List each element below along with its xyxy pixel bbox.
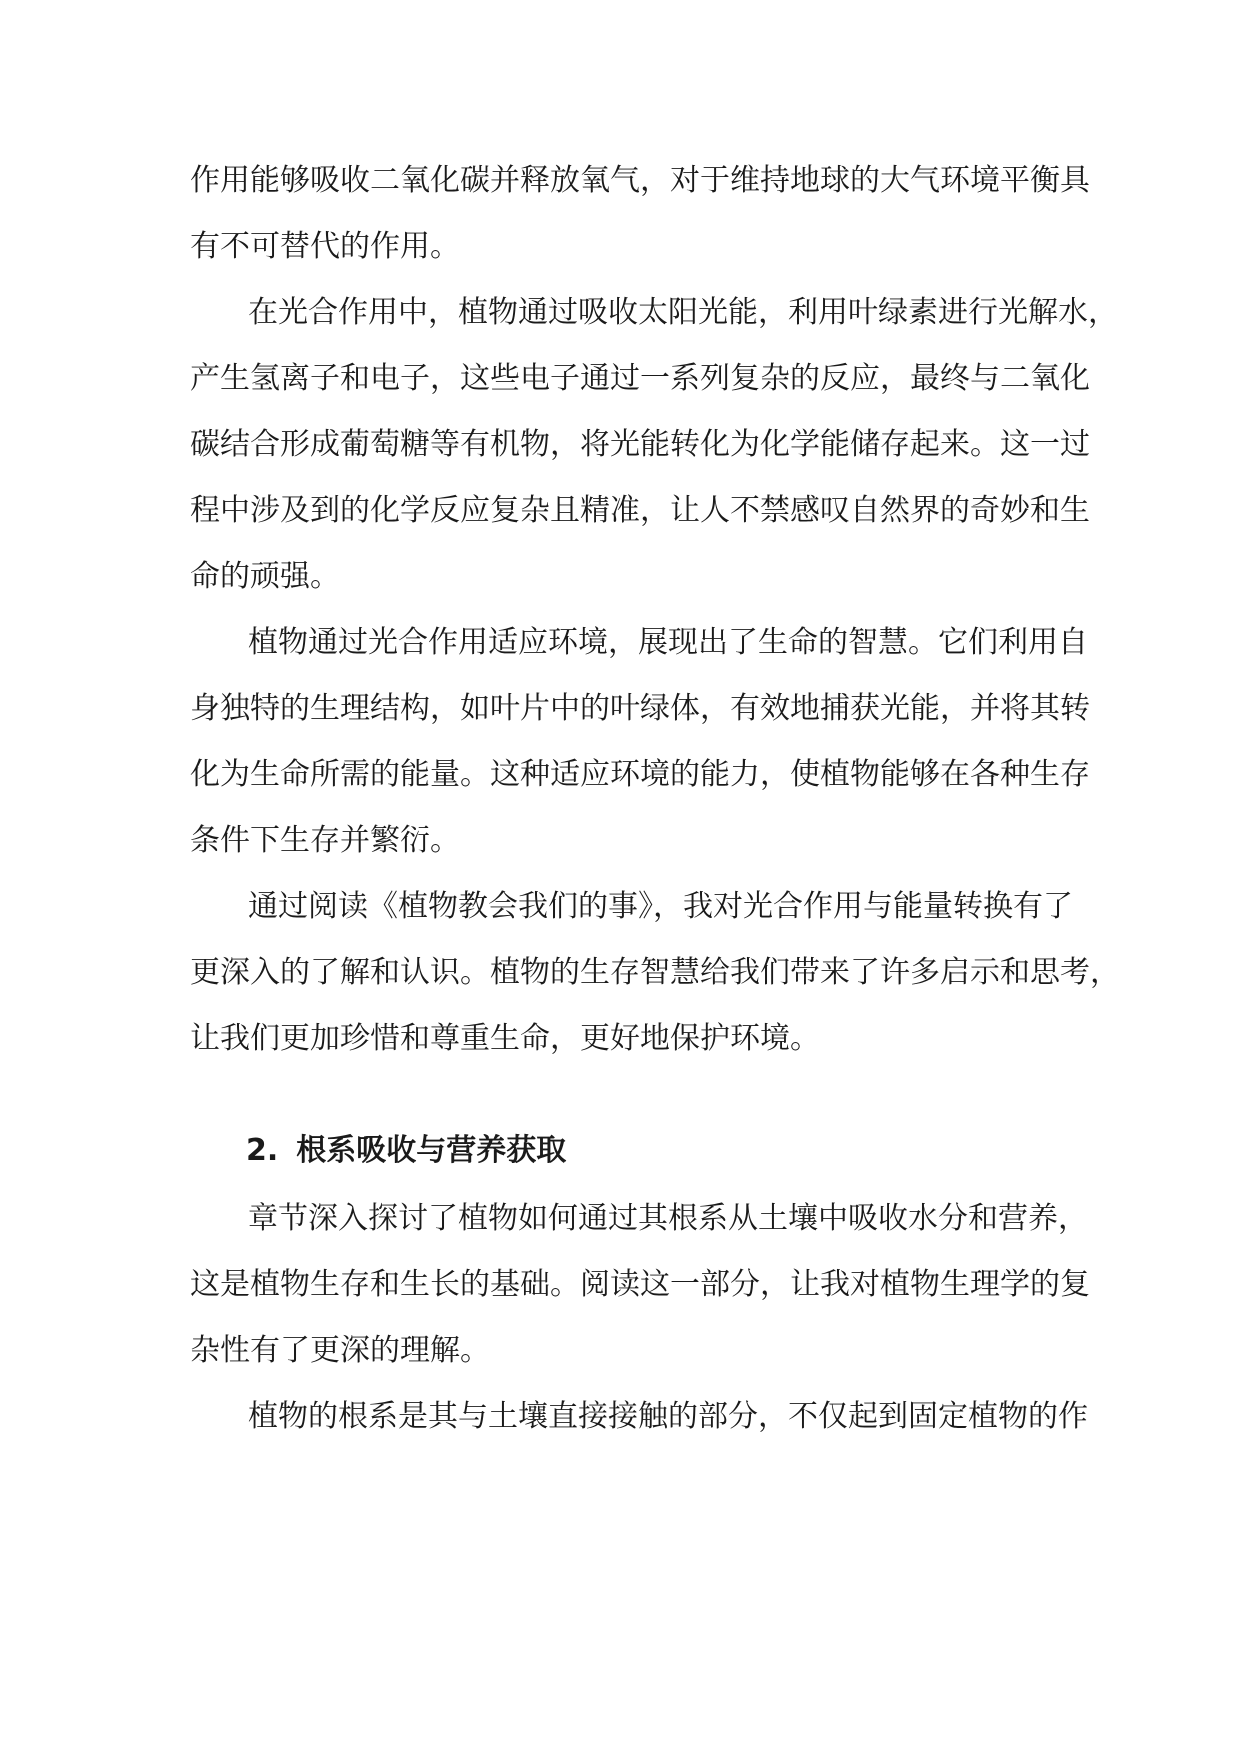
text-line: 身独特的生理结构，如叶片中的叶绿体，有效地捕获光能，并将其转 (190, 691, 1090, 726)
text-line: 更深入的了解和认识。植物的生存智慧给我们带来了许多启示和思考， (190, 955, 1120, 990)
section-title: 根系吸收与营养获取 (296, 1133, 567, 1168)
document-body (190, 148, 1120, 1450)
text-line: 碳结合形成葡萄糖等有机物，将光能转化为化学能储存起来。这一过 (190, 427, 1090, 462)
text-line: 章节深入探讨了植物如何通过其根系从土壤中吸收水分和营养， (248, 1201, 1088, 1236)
text-line: 有不可替代的作用。 (190, 229, 460, 264)
paragraph-intro-end (190, 148, 1090, 280)
text-line: 化为生命所需的能量。这种适应环境的能力，使植物能够在各种生存 (190, 757, 1090, 792)
paragraph-adaptation (190, 610, 1090, 874)
section-heading (190, 1116, 1058, 1186)
text-line: 条件下生存并繁衍。 (190, 823, 460, 858)
text-line: 植物通过光合作用适应环境，展现出了生命的智慧。它们利用自 (248, 625, 1088, 660)
paragraph-photosynthesis (190, 280, 1118, 610)
paragraph-roots-detail (190, 1384, 1088, 1450)
section-number: 2. (246, 1133, 279, 1168)
text-line: 这是植物生存和生长的基础。阅读这一部分，让我对植物生理学的复 (190, 1267, 1090, 1302)
text-line: 让我们更加珍惜和尊重生命，更好地保护环境。 (190, 1021, 820, 1056)
text-line: 程中涉及到的化学反应复杂且精准，让人不禁感叹自然界的奇妙和生 (190, 493, 1090, 528)
paragraph-roots-intro (190, 1186, 1090, 1384)
text-line: 作用能够吸收二氧化碳并释放氧气，对于维持地球的大气环境平衡具 (190, 163, 1090, 198)
text-line: 杂性有了更深的理解。 (190, 1333, 490, 1368)
text-line: 植物的根系是其与土壤直接接触的部分，不仅起到固定植物的作 (248, 1399, 1088, 1434)
text-line: 在光合作用中，植物通过吸收太阳光能，利用叶绿素进行光解水， (248, 295, 1118, 330)
text-line: 通过阅读《植物教会我们的事》，我对光合作用与能量转换有了 (248, 889, 1073, 924)
paragraph-reading (190, 874, 1120, 1072)
text-line: 命的顽强。 (190, 559, 340, 594)
text-line: 产生氢离子和电子，这些电子通过一系列复杂的反应，最终与二氧化 (190, 361, 1090, 396)
